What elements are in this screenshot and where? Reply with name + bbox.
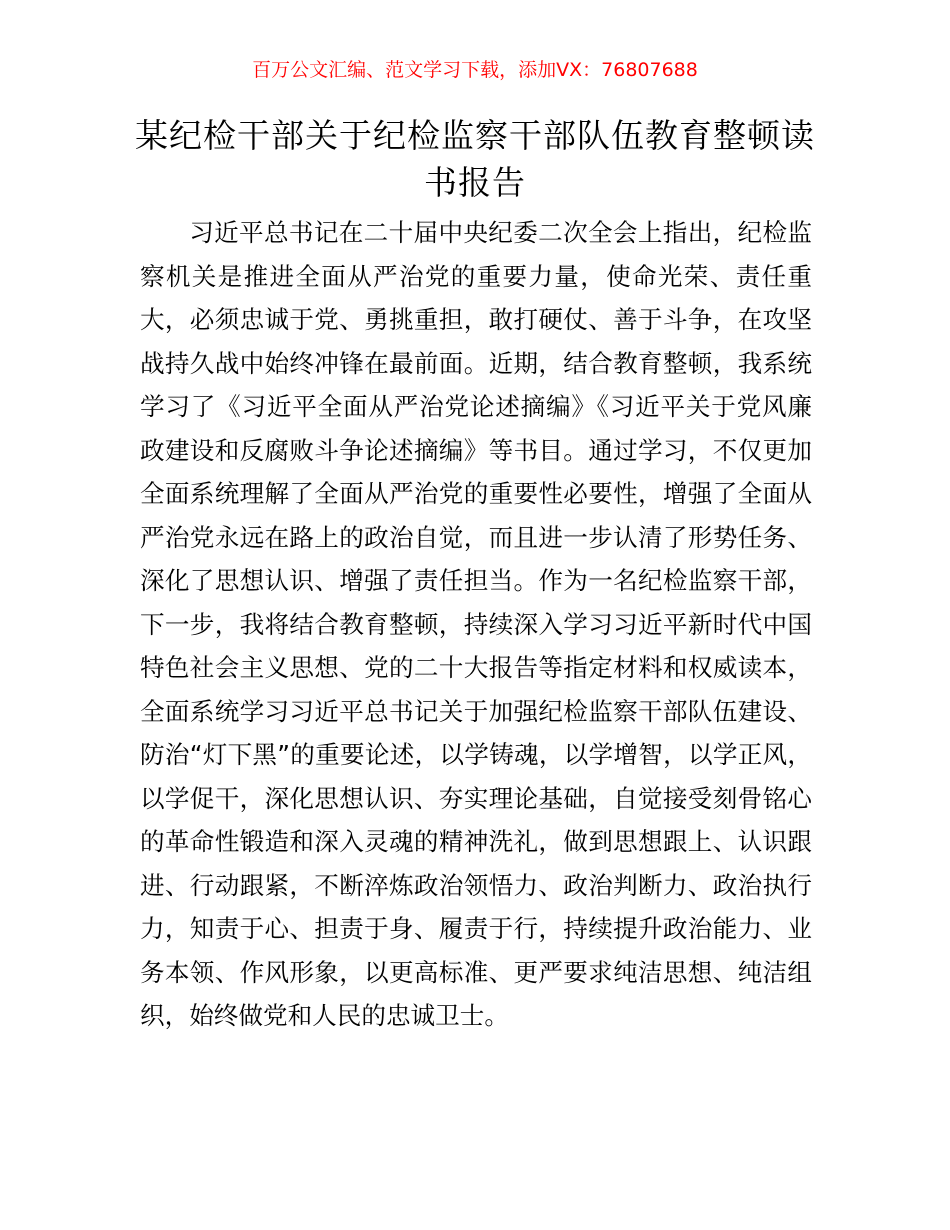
document-title: 某纪检干部关于纪检监察干部队伍教育整顿读书报告 xyxy=(135,116,815,202)
body-paragraph: 习近平总书记在二十届中央纪委二次全会上指出，纪检监察机关是推进全面从严治党的重要力量，使命光荣、责任重大，必须忠诚于党、勇挑重担，敢打硬仗、善于斗争，在攻坚战持久战中始终冲锋在最前面。近期，结合教育整顿，我系统学习了《习近平全面从严治党论述摘编》《习近平关于党风廉政建设和反腐败斗争论述摘编》等书目。通过学习，不仅更加全面系统理解了全面从严治党的重要性必要性，增强了全面从严治党永远在路上的政治自觉，而且进一步认清了形势任务、深化了思想认识、增强了责任担当。作为一名纪检监察干部，下一步，我将结合教育整顿，持续深入学习习近平新时代中国特色社会主义思想、党的二十大报告等指定材料和权威读本，全面系统学习习近平总书记关于加强纪检监察干部队伍建设、防治“灯下黑”的重要论述，以学铸魂，以学增智，以学正风，以学促干，深化思想认识、夯实理论基础，自觉接受刻骨铭心的革命性锻造和深入灵魂的精神洗礼，做到思想跟上、认识跟进、行动跟紧，不断淬炼政治领悟力、政治判断力、政治执行力，知责于心、担责于身、履责于行，持续提升政治能力、业务本领、作风形象，以更高标准、更严要求纯洁思想、纯洁组织，始终做党和人民的忠诚卫士。 xyxy=(140,218,812,1030)
header-promo-note: 百万公文汇编、范文学习下载，添加VX：76807688 xyxy=(252,59,698,81)
